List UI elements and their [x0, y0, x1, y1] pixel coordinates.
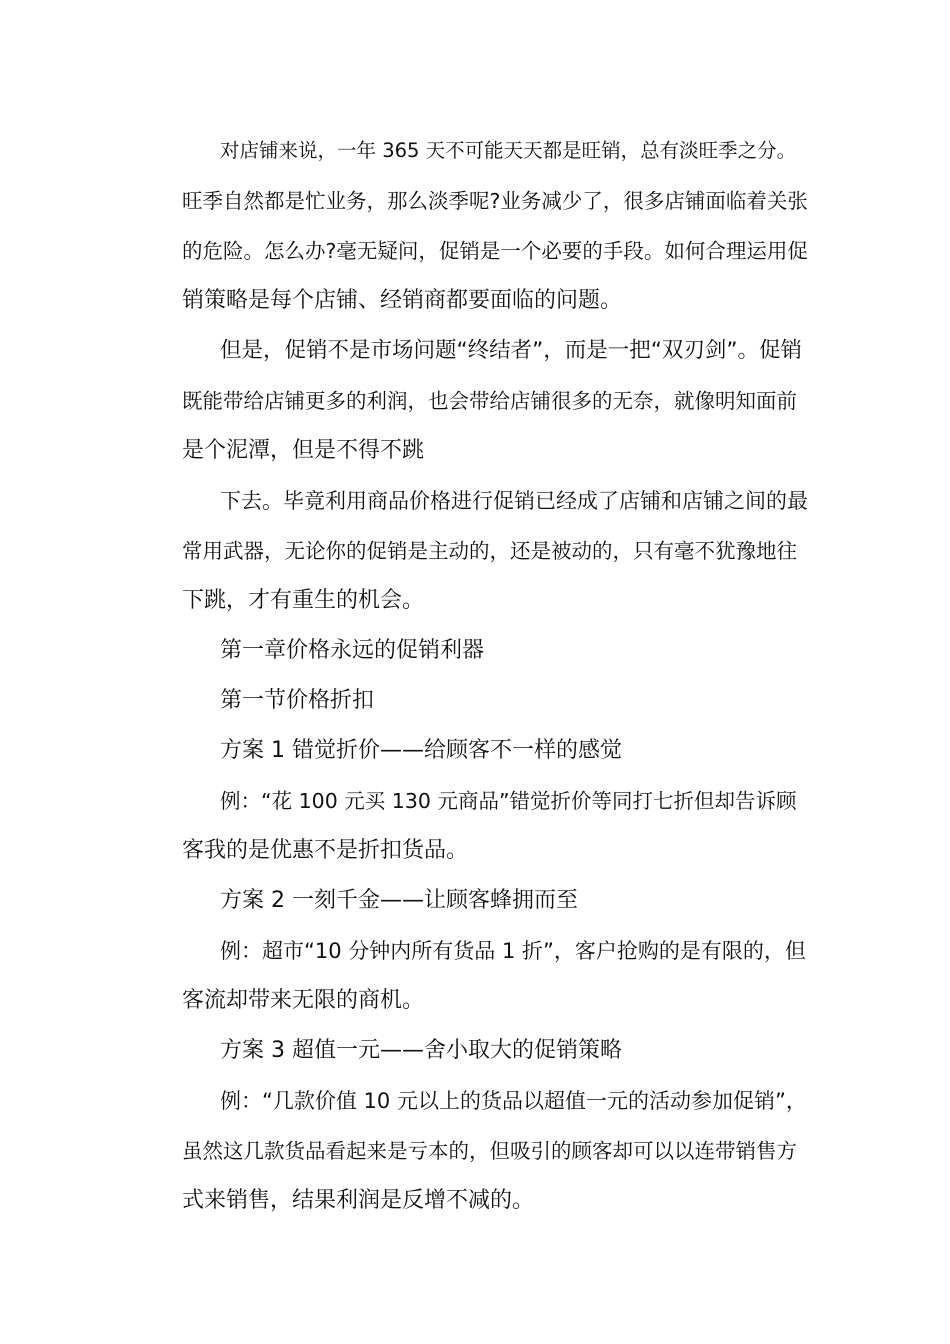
paragraph-intro [144, 126, 808, 326]
text-line: 常用武器，无论你的促销是主动的，还是被动的，只有毫不犹豫地往 [182, 539, 797, 563]
text-line: 方案 2 一刻千金——让顾客蜂拥而至 [220, 888, 578, 913]
plan-2-example [144, 926, 808, 1026]
plan-1-example [144, 776, 808, 876]
paragraph-jump-down [144, 476, 808, 626]
text-line: 虽然这几款货品看起来是亏本的，但吸引的顾客却可以以连带销售方 [182, 1139, 797, 1163]
chapter-heading [144, 626, 808, 676]
text-line: 但是，促销不是市场问题“终结者”，而是一把“双刃剑”。促销 [220, 338, 803, 363]
text-line: 是个泥潭，但是不得不跳 [182, 438, 425, 463]
text-line: 第一节价格折扣 [220, 688, 375, 713]
plan-2-heading [144, 876, 808, 926]
document-body [144, 126, 808, 1226]
text-line: 客我的是优惠不是折扣货品。 [182, 838, 469, 863]
text-line: 旺季自然都是忙业务，那么淡季呢?业务减少了，很多店铺面临着关张 [182, 189, 808, 213]
section-heading [144, 676, 808, 726]
text-line: 例：超市“10 分钟内所有货品 1 折”，客户抢购的是有限的，但 [220, 939, 806, 963]
text-line: 既能带给店铺更多的利润，也会带给店铺很多的无奈，就像明知面前 [182, 389, 797, 413]
text-line: 方案 1 错觉折价——给顾客不一样的感觉 [220, 738, 622, 763]
text-line: 例：“花 100 元买 130 元商品”错觉折价等同打七折但却告诉顾 [220, 789, 797, 813]
text-line: 对店铺来说，一年 365 天不可能天天都是旺销，总有淡旺季之分。 [220, 139, 797, 162]
text-line: 的危险。怎么办?毫无疑问，促销是一个必要的手段。如何合理运用促 [182, 239, 808, 263]
text-line: 第一章价格永远的促销利器 [220, 638, 485, 663]
plan-3-example [144, 1076, 808, 1226]
plan-3-heading [144, 1026, 808, 1076]
paragraph-double-edged [144, 326, 808, 476]
text-line: 式来销售，结果利润是反增不减的。 [182, 1188, 535, 1213]
text-line: 例：“几款价值 10 元以上的货品以超值一元的活动参加促销”， [220, 1089, 807, 1113]
text-line: 下去。毕竟利用商品价格进行促销已经成了店铺和店铺之间的最 [220, 489, 808, 513]
text-line: 客流却带来无限的商机。 [182, 988, 425, 1013]
text-line: 销策略是每个店铺、经销商都要面临的问题。 [182, 288, 623, 313]
text-line: 方案 3 超值一元——舍小取大的促销策略 [220, 1038, 622, 1063]
plan-1-heading [144, 726, 808, 776]
text-line: 下跳，才有重生的机会。 [182, 588, 425, 613]
